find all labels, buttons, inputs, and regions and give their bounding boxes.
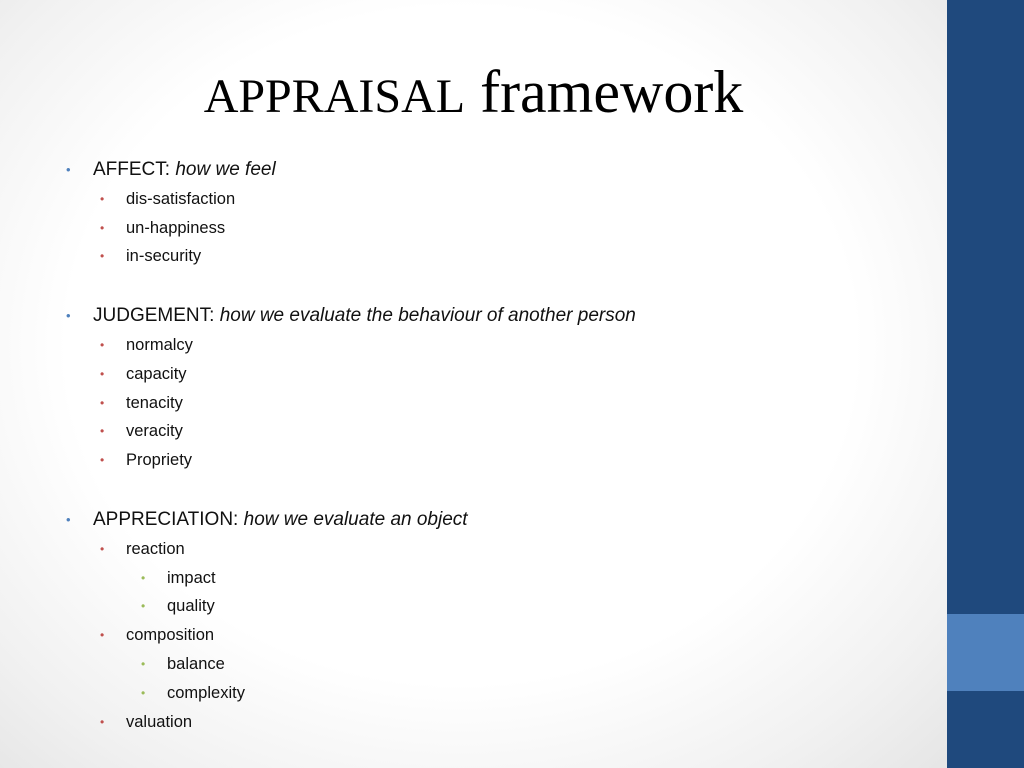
bullet-icon: • bbox=[100, 628, 105, 643]
list-item bbox=[66, 621, 926, 650]
sub-list-item bbox=[66, 650, 926, 679]
sidebar-accent-block bbox=[947, 614, 1024, 691]
bullet-icon: • bbox=[100, 541, 105, 556]
section-appreciation bbox=[66, 506, 926, 535]
list-item-text: valuation bbox=[126, 712, 193, 731]
list-item bbox=[66, 214, 926, 243]
list-item-text: in-security bbox=[126, 247, 202, 266]
bullet-icon: • bbox=[100, 714, 105, 729]
sub-list-item-text: balance bbox=[167, 654, 225, 673]
list-item-text: tenacity bbox=[126, 393, 183, 412]
bullet-icon: • bbox=[141, 656, 146, 671]
list-item bbox=[66, 535, 926, 564]
bullet-icon: • bbox=[141, 685, 146, 700]
sub-list-item bbox=[66, 564, 926, 593]
bullet-icon: • bbox=[100, 395, 105, 410]
list-item-text: Propriety bbox=[126, 451, 193, 470]
section-judgement bbox=[66, 302, 926, 331]
bullet-icon: • bbox=[66, 162, 71, 177]
bullet-icon: • bbox=[100, 366, 105, 381]
bullet-icon: • bbox=[100, 337, 105, 352]
sub-list-item-text: complexity bbox=[167, 683, 245, 702]
sub-list-item bbox=[66, 592, 926, 621]
section-label: AFFECT: bbox=[93, 159, 176, 180]
list-item bbox=[66, 417, 926, 446]
bullet-icon: • bbox=[100, 453, 105, 468]
list-item-text: capacity bbox=[126, 364, 187, 383]
bullet-icon: • bbox=[66, 511, 71, 527]
section-label: APPRECIATION: bbox=[93, 508, 244, 530]
section-description: how we feel bbox=[175, 159, 276, 180]
list-item-text: reaction bbox=[126, 539, 185, 558]
sub-list-item bbox=[66, 679, 926, 708]
bullet-icon: • bbox=[141, 599, 146, 614]
bullet-icon: • bbox=[141, 570, 146, 585]
list-item-text: normalcy bbox=[126, 335, 193, 354]
slide-title-caps: APPRAISAL bbox=[203, 70, 466, 123]
bullet-icon: • bbox=[66, 308, 71, 324]
list-item bbox=[66, 331, 926, 360]
list-item bbox=[66, 446, 926, 475]
section-affect bbox=[66, 156, 926, 185]
list-item-text: dis-satisfaction bbox=[126, 189, 236, 208]
list-item bbox=[66, 185, 926, 214]
list-item bbox=[66, 708, 926, 737]
bullet-icon: • bbox=[100, 220, 105, 235]
sidebar-decoration bbox=[947, 0, 1024, 768]
bullet-icon: • bbox=[100, 249, 105, 264]
bullet-icon: • bbox=[100, 191, 105, 206]
list-item-text: veracity bbox=[126, 422, 183, 441]
sub-list-item-text: impact bbox=[167, 568, 216, 587]
slide-title-rest: framework bbox=[465, 59, 744, 125]
section-label: JUDGEMENT: bbox=[93, 305, 220, 327]
list-item bbox=[66, 242, 926, 271]
list-item-text: composition bbox=[126, 626, 215, 645]
section-description: how we evaluate the behaviour of another person bbox=[219, 305, 636, 327]
section-description: how we evaluate an object bbox=[243, 508, 468, 530]
list-item bbox=[66, 360, 926, 389]
bullet-list bbox=[66, 156, 926, 736]
sub-list-item-text: quality bbox=[167, 597, 215, 616]
slide-title bbox=[0, 59, 947, 125]
bullet-icon: • bbox=[100, 424, 105, 439]
list-item bbox=[66, 389, 926, 418]
list-item-text: un-happiness bbox=[126, 218, 226, 237]
